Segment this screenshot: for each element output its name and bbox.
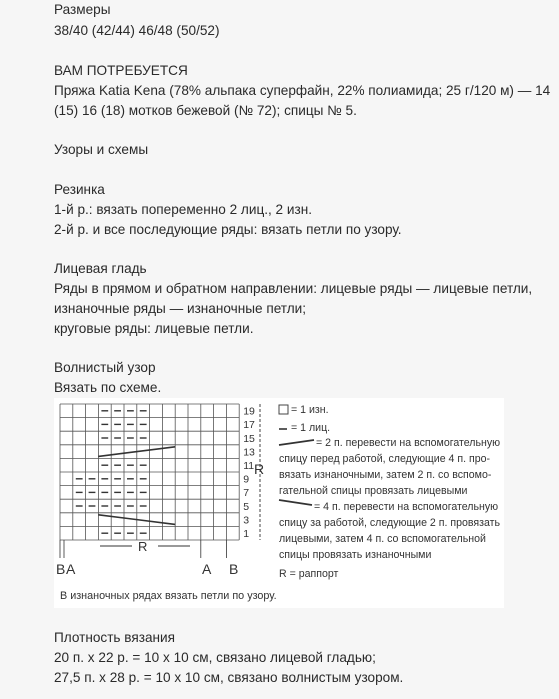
legend-knit: = 1 лиц. <box>291 422 331 434</box>
rib-title: Резинка <box>54 182 105 197</box>
gauge-line-1: 20 п. x 22 р. = 10 x 10 см, связано лицевой гладью; <box>54 650 376 665</box>
label-b-left: B <box>56 561 66 577</box>
row-number-label: 11 <box>243 460 255 472</box>
legend-cable-front-1: = 2 п. перевести на вспомогательную <box>316 437 501 449</box>
repeat-label-side: R <box>254 461 265 477</box>
gauge-title: Плотность вязания <box>54 630 175 645</box>
row-number-label: 13 <box>243 446 255 459</box>
chart-footnote: В изнаночных рядах вязать петли по узору. <box>60 590 277 602</box>
row-number-label: 3 <box>243 514 250 527</box>
label-a-right: A <box>202 561 212 577</box>
stockinette-line-3: круговые ряды: лицевые петли. <box>54 321 254 336</box>
label-b-right: B <box>229 561 239 577</box>
materials-title: ВАМ ПОТРЕБУЕТСЯ <box>54 63 188 78</box>
sizes-title: Размеры <box>54 2 111 17</box>
patterns-title: Узоры и схемы <box>54 142 149 157</box>
materials-line-1: Пряжа Katia Kena (78% альпака суперфайн, 22% полиамида; 25 г/120 м) — 14 <box>54 83 551 98</box>
chart-grid <box>60 404 239 558</box>
row-number-label: 1 <box>243 528 250 540</box>
legend-purl: = 1 изн. <box>291 404 329 416</box>
row-number-label: 5 <box>243 500 250 513</box>
legend-cable-front-2: спицу перед работой, следующие 4 п. про- <box>279 453 491 465</box>
row-number-label: 19 <box>243 405 255 418</box>
stockinette-line-2: изнаночные ряды — изнаночные петли; <box>54 301 307 316</box>
legend-cable-back-2: спицу за работой, следующие 2 п. провязать <box>279 517 501 529</box>
cable-front-symbol-icon <box>279 440 314 445</box>
sizes-values: 38/40 (42/44) 46/48 (50/52) <box>54 23 220 38</box>
repeat-label-bottom: R <box>138 539 148 554</box>
materials-line-2: (15) 16 (18) мотков бежевой (№ 72); спицы № 5. <box>54 103 357 118</box>
legend-cable-front-3: вязать изнаночными, затем 2 п. со вспомо- <box>279 469 492 481</box>
label-a-left: A <box>66 561 76 577</box>
legend-repeat: R = раппорт <box>279 568 339 580</box>
gauge-line-2: 27,5 п. x 28 р. = 10 x 10 см, связано волнистым узором. <box>54 670 404 685</box>
rib-line-1: 1-й р.: вязать попеременно 2 лиц., 2 изн. <box>54 202 313 217</box>
legend-cable-front-4: гательной спицы провязать лицевыми <box>279 485 468 497</box>
knitting-chart-panel <box>54 398 504 608</box>
wavy-line-1: Вязать по схеме. <box>54 380 162 395</box>
row-number-label: 15 <box>243 432 255 445</box>
stockinette-line-1: Ряды в прямом и обратном направлении: лицевые ряды — лицевые петли, <box>54 281 533 296</box>
row-number-label: 9 <box>243 473 250 486</box>
purl-symbol-icon <box>279 405 288 414</box>
row-number-label: 17 <box>243 419 255 432</box>
wavy-title: Волнистый узор <box>54 360 156 375</box>
legend-cable-back-1: = 4 п. перевести на вспомогательную <box>314 501 499 513</box>
row-number-label: 7 <box>243 487 250 500</box>
legend-cable-back-4: спицы провязать изнаночными <box>279 549 432 561</box>
legend-cable-back-3: лицевыми, затем 4 п. со вспомогательной <box>279 533 486 545</box>
cable-back-symbol-icon <box>279 500 312 505</box>
rib-line-2: 2-й р. и все последующие ряды: вязать петли по узору. <box>54 222 402 237</box>
stockinette-title: Лицевая гладь <box>54 261 147 276</box>
